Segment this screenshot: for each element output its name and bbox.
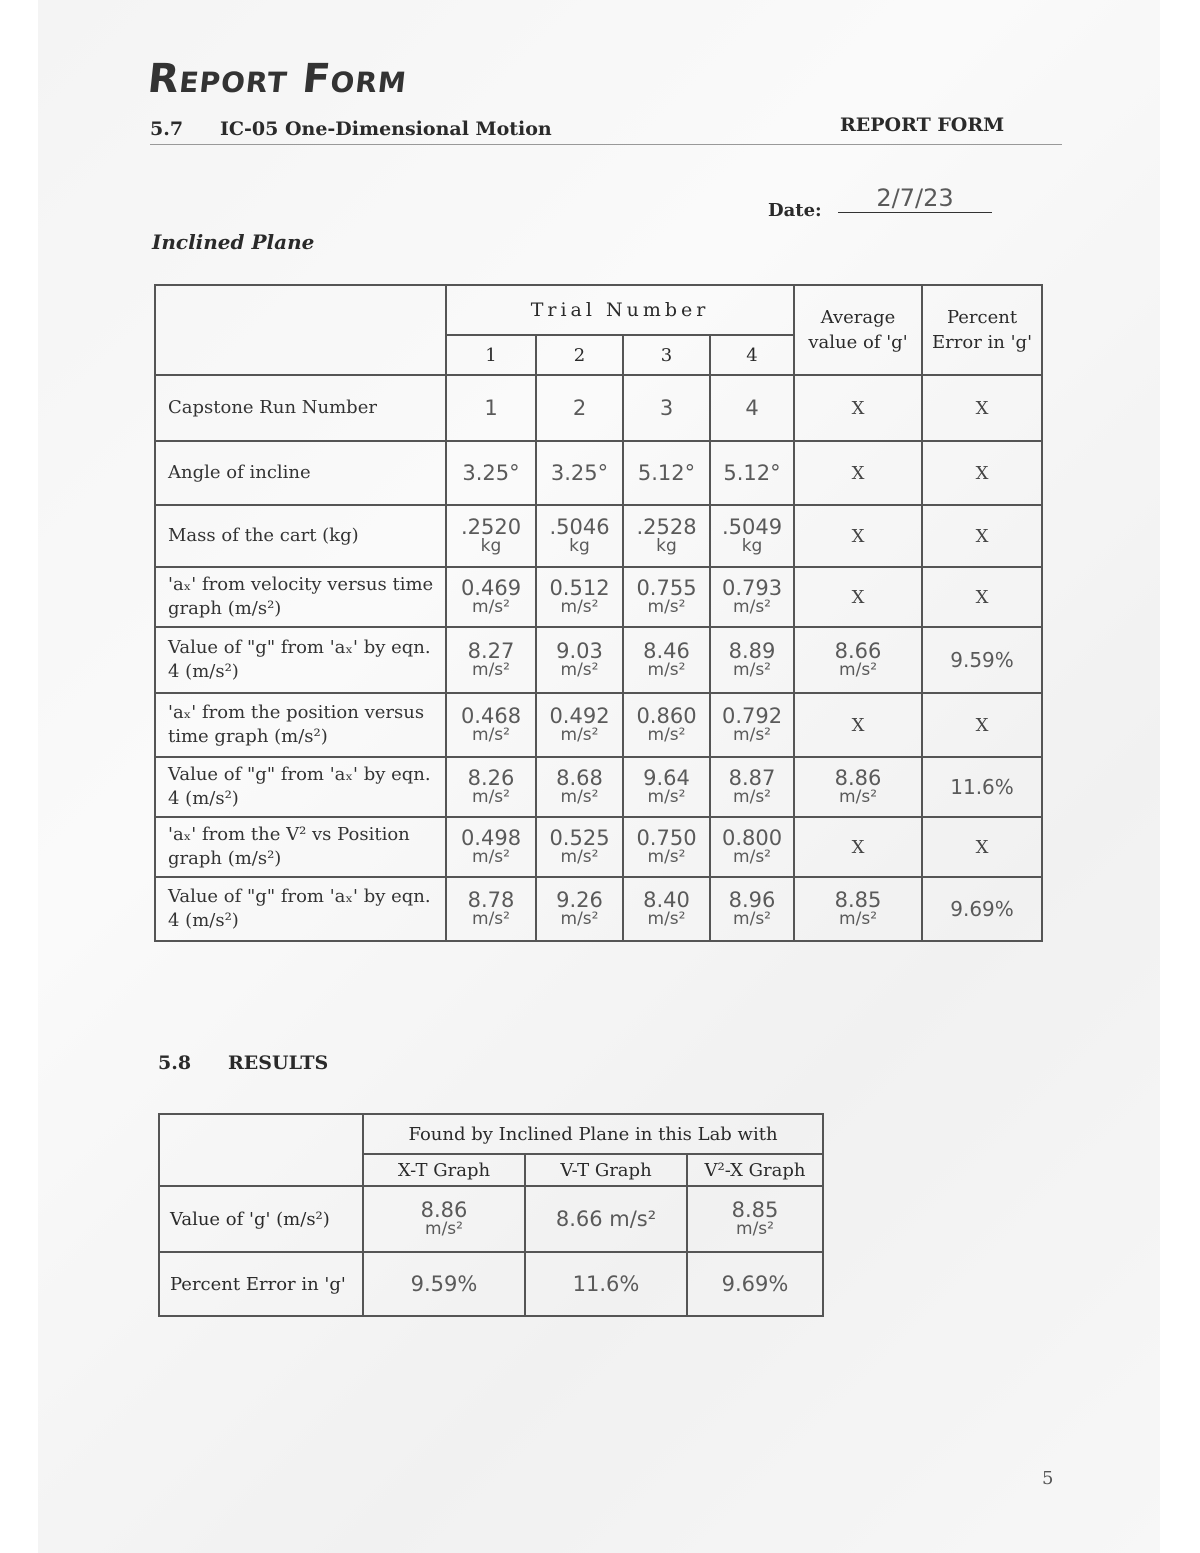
results-section-number: 5.8	[158, 1052, 192, 1074]
average-cell-content	[795, 640, 921, 680]
table-corner-cell	[155, 285, 446, 375]
average-cell	[794, 627, 922, 693]
trial-cell-content	[711, 767, 793, 807]
trial-cell-value: 8.68	[556, 766, 603, 791]
table-row	[155, 693, 1042, 757]
row-label: Value of "g" from 'aₓ' by eqn. 4 (m/s²)	[155, 877, 446, 941]
average-cell: X	[794, 375, 922, 441]
trial-cell-content	[447, 705, 535, 745]
trial-cell-content	[711, 705, 793, 745]
page-number: 5	[1042, 1468, 1054, 1489]
trial-cell	[536, 757, 623, 817]
trial-cell	[623, 757, 710, 817]
results-cell-value: 9.59%	[410, 1271, 478, 1296]
trial-cell-value: 8.27	[467, 639, 515, 664]
trial-cell-content	[624, 577, 709, 617]
trial-cell	[536, 441, 623, 505]
trial-cell	[710, 693, 794, 757]
average-cell: X	[794, 441, 922, 505]
trial-cell-content	[537, 705, 622, 745]
percent-error-cell: X	[922, 567, 1042, 627]
results-cell-unit: m/s²	[425, 1219, 463, 1240]
trial-cell-value: 0.750	[636, 826, 697, 851]
trial-cell-content	[624, 397, 709, 419]
table-row	[155, 627, 1042, 693]
trial-cell-unit: m/s²	[647, 660, 686, 681]
trial-cell	[623, 877, 710, 941]
trial-cell-content	[711, 827, 793, 867]
trial-cell-unit: m/s²	[733, 597, 771, 618]
trial-cell-unit: m/s²	[560, 660, 599, 681]
trial-cell-content	[711, 462, 793, 484]
trial-cell-content	[624, 640, 709, 680]
trial-cell-value: 0.860	[636, 704, 697, 729]
trial-cell	[623, 441, 710, 505]
trial-cell	[623, 817, 710, 877]
trial-cell-content	[537, 767, 622, 807]
average-cell-value: 8.86	[834, 766, 882, 791]
average-cell-content	[795, 889, 921, 929]
trial-cell-unit: kg	[480, 536, 502, 557]
trial-cell-value: 0.525	[549, 826, 610, 851]
results-cell-content	[688, 1199, 822, 1239]
section-header	[150, 118, 552, 140]
percent-error-header: Percent Error in 'g'	[922, 285, 1042, 375]
trial-cell-unit: m/s²	[560, 847, 599, 868]
table-row	[155, 817, 1042, 877]
trial-cell	[536, 817, 623, 877]
trial-cell-unit: m/s²	[733, 660, 771, 681]
table-row	[155, 567, 1042, 627]
results-cell	[525, 1186, 687, 1252]
table-row	[155, 505, 1042, 567]
row-label: Mass of the cart (kg)	[155, 505, 446, 567]
trial-cell-content	[537, 577, 622, 617]
trial-cell-unit: m/s²	[647, 597, 686, 618]
trial-cell	[710, 817, 794, 877]
results-cell-content	[526, 1273, 686, 1295]
average-cell-unit: m/s²	[839, 909, 878, 930]
results-cell-value: 11.6%	[572, 1271, 640, 1296]
trial-header-3: 3	[623, 335, 710, 375]
trial-cell	[536, 375, 623, 441]
trial-cell-value: 0.793	[721, 576, 783, 601]
results-column-header: V²-X Graph	[687, 1154, 823, 1186]
trial-cell	[536, 627, 623, 693]
average-cell-unit: m/s²	[839, 787, 878, 808]
trial-cell-value: 0.498	[460, 826, 522, 851]
trial-cell	[623, 693, 710, 757]
average-cell: X	[794, 505, 922, 567]
trial-cell-content	[624, 827, 709, 867]
trial-cell-value: 0.800	[721, 826, 783, 851]
trial-header-2: 2	[536, 335, 623, 375]
results-heading	[158, 1052, 328, 1074]
trial-cell-unit: kg	[569, 536, 590, 557]
results-group-header: Found by Inclined Plane in this Lab with	[363, 1114, 823, 1154]
trial-cell-content	[624, 889, 709, 929]
trial-cell	[623, 567, 710, 627]
trial-cell	[710, 627, 794, 693]
trial-cell-value: 9.26	[556, 888, 603, 913]
trial-cell-content	[537, 397, 622, 419]
trial-header-1: 1	[446, 335, 536, 375]
trial-cell	[446, 441, 536, 505]
trial-cell-value: 2	[572, 395, 587, 420]
inclined-plane-table	[154, 284, 1043, 942]
trial-cell	[710, 567, 794, 627]
average-cell-value: 8.85	[834, 888, 882, 913]
results-cell-unit: m/s²	[736, 1219, 774, 1240]
trial-cell-unit: m/s²	[733, 725, 771, 746]
average-cell-value: 8.66	[834, 639, 882, 664]
trial-cell-value: 8.87	[728, 766, 776, 791]
results-cell-value: 8.85	[731, 1198, 779, 1223]
trial-cell-content	[624, 767, 709, 807]
trial-header-4: 4	[710, 335, 794, 375]
trial-cell-unit: m/s²	[560, 725, 599, 746]
trial-cell-value: .5046	[549, 515, 610, 540]
trial-cell-content	[711, 397, 793, 419]
trial-cell	[623, 505, 710, 567]
results-column-header: V-T Graph	[525, 1154, 687, 1186]
trial-cell-value: 0.792	[721, 704, 783, 729]
trial-cell-value: 4	[745, 395, 759, 420]
row-label: 'aₓ' from the position versus time graph (m/s²)	[155, 693, 446, 757]
trial-cell-content	[537, 827, 622, 867]
trial-cell-value: 8.78	[467, 888, 515, 913]
trial-cell	[710, 441, 794, 505]
trial-cell-content	[447, 889, 535, 929]
average-cell-content	[795, 767, 921, 807]
average-g-header: Average value of 'g'	[794, 285, 922, 375]
average-cell: X	[794, 693, 922, 757]
trial-cell-unit: m/s²	[733, 787, 771, 808]
trial-cell-unit: m/s²	[733, 909, 771, 930]
section-number: 5.7	[150, 118, 184, 140]
trial-cell-content	[537, 462, 622, 484]
trial-cell-content	[447, 516, 535, 556]
trial-cell-unit: m/s²	[472, 725, 510, 746]
trial-cell-unit: kg	[741, 536, 763, 557]
section-title: IC-05 One-Dimensional Motion	[220, 118, 552, 140]
row-label: Angle of incline	[155, 441, 446, 505]
handwritten-title: Report Form	[145, 56, 410, 102]
trial-cell-content	[711, 640, 793, 680]
trial-cell-unit: m/s²	[733, 847, 771, 868]
percent-error-cell: X	[922, 817, 1042, 877]
trial-cell-value: 5.12°	[637, 460, 696, 485]
trial-cell-content	[447, 827, 535, 867]
results-cell-value: 8.66 m/s²	[555, 1206, 657, 1231]
results-cell-value: 8.86	[420, 1198, 468, 1223]
trial-cell-unit: m/s²	[647, 787, 686, 808]
trial-cell-unit: m/s²	[472, 597, 510, 618]
results-column-header: X-T Graph	[363, 1154, 525, 1186]
average-cell: X	[794, 567, 922, 627]
table-row	[155, 757, 1042, 817]
trial-cell-content	[447, 462, 535, 484]
trial-cell-value: 8.46	[643, 639, 690, 664]
trial-cell-value: 8.89	[728, 639, 776, 664]
trial-cell	[536, 567, 623, 627]
trial-cell-value: 9.64	[643, 766, 690, 791]
trial-cell-value: 3.25°	[550, 460, 609, 485]
trial-cell-unit: m/s²	[560, 597, 599, 618]
trial-cell-content	[624, 462, 709, 484]
trial-cell-content	[447, 397, 535, 419]
average-cell: X	[794, 817, 922, 877]
results-row	[159, 1252, 823, 1316]
trial-cell-unit: m/s²	[647, 909, 686, 930]
row-label: Value of "g" from 'aₓ' by eqn. 4 (m/s²)	[155, 627, 446, 693]
trial-cell-content	[711, 889, 793, 929]
percent-error-cell: X	[922, 441, 1042, 505]
trial-cell-content	[447, 640, 535, 680]
results-cell	[525, 1252, 687, 1316]
trial-cell-content	[447, 767, 535, 807]
percent-error-cell: X	[922, 505, 1042, 567]
trial-cell-value: 8.26	[467, 766, 515, 791]
trial-cell-content	[624, 516, 709, 556]
trial-cell	[446, 375, 536, 441]
trial-number-header: Trial Number	[446, 285, 794, 335]
header-divider	[150, 144, 1062, 145]
average-cell-unit: m/s²	[839, 660, 878, 681]
percent-error-cell: X	[922, 375, 1042, 441]
table-row	[155, 375, 1042, 441]
trial-cell	[446, 693, 536, 757]
trial-cell-content	[537, 640, 622, 680]
row-label: Value of "g" from 'aₓ' by eqn. 4 (m/s²)	[155, 757, 446, 817]
trial-cell	[446, 817, 536, 877]
percent-error-cell: X	[922, 693, 1042, 757]
date-value: 2/7/23	[838, 184, 992, 213]
trial-cell-unit: m/s²	[472, 787, 510, 808]
trial-cell-value: 0.468	[460, 704, 522, 729]
results-cell-content	[364, 1273, 524, 1295]
results-cell-content	[526, 1208, 686, 1230]
trial-cell-unit: m/s²	[472, 660, 510, 681]
trial-cell-value: 5.12°	[723, 460, 781, 485]
trial-cell-value: 9.03	[556, 639, 603, 664]
trial-cell	[536, 877, 623, 941]
trial-cell-value: 8.40	[643, 888, 690, 913]
results-cell	[687, 1186, 823, 1252]
table-row	[155, 441, 1042, 505]
trial-cell-value: .2520	[460, 515, 522, 540]
trial-cell	[536, 505, 623, 567]
trial-cell-unit: m/s²	[647, 847, 686, 868]
trial-cell	[710, 877, 794, 941]
results-cell-content	[688, 1273, 822, 1295]
trial-cell	[446, 757, 536, 817]
subheading: Inclined Plane	[152, 230, 315, 254]
trial-cell	[623, 627, 710, 693]
percent-error-cell: 11.6%	[922, 757, 1042, 817]
trial-cell-content	[711, 516, 793, 556]
trial-cell-content	[447, 577, 535, 617]
results-row-label: Percent Error in 'g'	[159, 1252, 363, 1316]
trial-cell-value: 0.512	[549, 576, 610, 601]
results-table	[158, 1113, 824, 1317]
report-form-label: REPORT FORM	[840, 114, 1005, 136]
results-row	[159, 1186, 823, 1252]
trial-cell-content	[624, 705, 709, 745]
trial-cell-unit: m/s²	[560, 787, 599, 808]
results-cell	[363, 1252, 525, 1316]
results-cell-value: 9.69%	[721, 1271, 789, 1296]
table-row	[155, 877, 1042, 941]
trial-cell-unit: kg	[656, 536, 677, 557]
trial-cell-value: 1	[484, 395, 498, 420]
trial-cell	[446, 567, 536, 627]
results-title: RESULTS	[228, 1052, 329, 1074]
results-cell-content	[364, 1199, 524, 1239]
trial-cell-content	[537, 889, 622, 929]
average-cell	[794, 757, 922, 817]
trial-cell-unit: m/s²	[472, 847, 510, 868]
trial-cell-value: 0.755	[636, 576, 697, 601]
trial-cell-unit: m/s²	[560, 909, 599, 930]
percent-error-cell: 9.59%	[922, 627, 1042, 693]
trial-cell-value: .2528	[636, 515, 697, 540]
results-corner-cell	[159, 1114, 363, 1186]
trial-cell-value: .5049	[721, 515, 783, 540]
results-cell	[687, 1252, 823, 1316]
trial-cell	[446, 627, 536, 693]
row-label: Capstone Run Number	[155, 375, 446, 441]
trial-cell-content	[711, 577, 793, 617]
average-cell	[794, 877, 922, 941]
trial-cell-unit: m/s²	[647, 725, 686, 746]
row-label: 'aₓ' from the V² vs Position graph (m/s²)	[155, 817, 446, 877]
results-cell	[363, 1186, 525, 1252]
date-label: Date:	[768, 200, 822, 221]
trial-cell	[710, 757, 794, 817]
results-row-label: Value of 'g' (m/s²)	[159, 1186, 363, 1252]
trial-cell	[536, 693, 623, 757]
trial-cell	[710, 375, 794, 441]
trial-cell	[623, 375, 710, 441]
percent-error-cell: 9.69%	[922, 877, 1042, 941]
trial-cell-unit: m/s²	[472, 909, 510, 930]
trial-cell	[446, 505, 536, 567]
row-label: 'aₓ' from velocity versus time graph (m/s²)	[155, 567, 446, 627]
trial-cell-value: 3	[659, 395, 674, 420]
trial-cell-value: 0.469	[460, 576, 522, 601]
trial-cell-value: 8.96	[728, 888, 776, 913]
trial-cell-value: 3.25°	[462, 460, 520, 485]
trial-cell	[446, 877, 536, 941]
trial-cell	[710, 505, 794, 567]
trial-cell-value: 0.492	[549, 704, 610, 729]
trial-cell-content	[537, 516, 622, 556]
